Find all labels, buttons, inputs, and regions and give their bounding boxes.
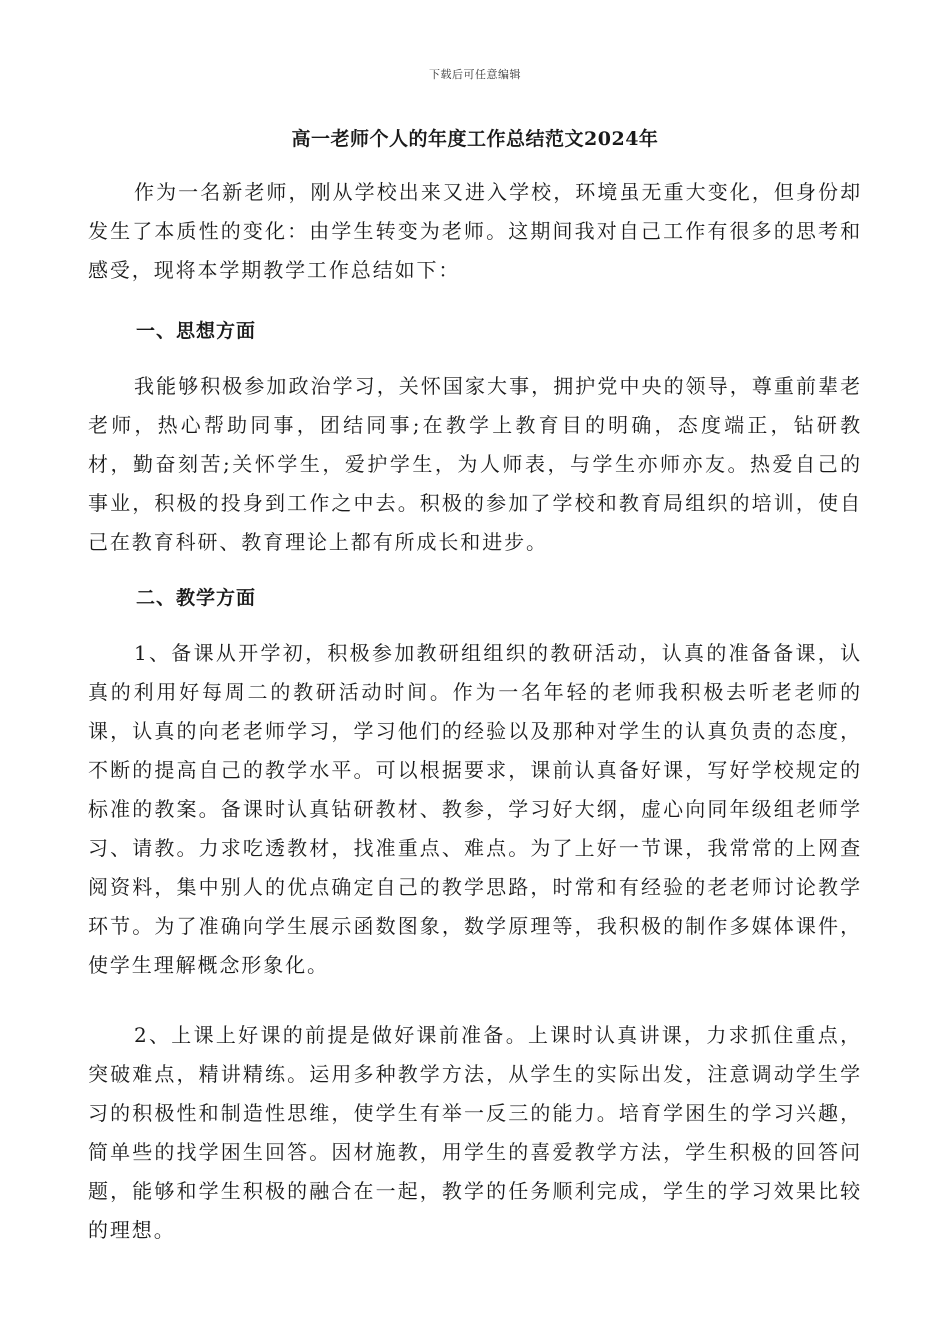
- page-title: 高一老师个人的年度工作总结范文2024年: [291, 128, 659, 150]
- paragraph-lesson-prep: 1、备课从开学初，积极参加教研组组织的教研活动，认真的准备备课，认真的利用好每周二的教研活动时间。作为一名年轻的老师我积极去听老老师的课，认真的向老老师学习，学习他们的经验以及那种对学生的认真负责的态度，不断的提高自己的教学水平。可以根据要求，课前认真备好课，写好学校规定的标准的教案。备课时认真钻研教材、教参，学习好大纲，虚心向同年级组老师学习、请教。力求吃透教材，找准重点、难点。为了上好一节课，我常常的上网查阅资料，集中别人的优点确定自己的教学思路，时常和有经验的老老师讨论教学环节。为了准确向学生展示函数图象，数学原理等，我积极的制作多媒体课件，使学生理解概念形象化。: [88, 641, 862, 977]
- paragraph-thought: 我能够积极参加政治学习，关怀国家大事，拥护党中央的领导，尊重前辈老老师，热心帮助同事，团结同事;在教学上教育目的明确，态度端正，钻研教材，勤奋刻苦;关怀学生，爱护学生，为人师表，与学生亦师亦友。热爱自己的事业，积极的投身到工作之中去。积极的参加了学校和教育局组织的培训，使自己在教育科研、教育理论上都有所成长和进步。: [88, 374, 862, 554]
- header-note: 下载后可任意编辑: [429, 68, 521, 81]
- intro-paragraph: 作为一名新老师，刚从学校出来又进入学校，环境虽无重大变化，但身份却发生了本质性的变化：由学生转变为老师。这期间我对自己工作有很多的思考和感受，现将本学期教学工作总结如下：: [88, 180, 862, 282]
- section-heading-thought: 一、思想方面: [136, 320, 257, 342]
- section-heading-teaching: 二、教学方面: [136, 587, 257, 609]
- paragraph-class-teaching: 2、上课上好课的前提是做好课前准备。上课时认真讲课，力求抓住重点，突破难点，精讲精练。运用多种教学方法，从学生的实际出发，注意调动学生学习的积极性和制造性思维，使学生有举一反三的能力。培育学困生的学习兴趣，简单些的找学困生回答。因材施教，用学生的喜爱教学方法，学生积极的回答问题，能够和学生积极的融合在一起，教学的任务顺利完成，学生的学习效果比较的理想。: [88, 1023, 862, 1242]
